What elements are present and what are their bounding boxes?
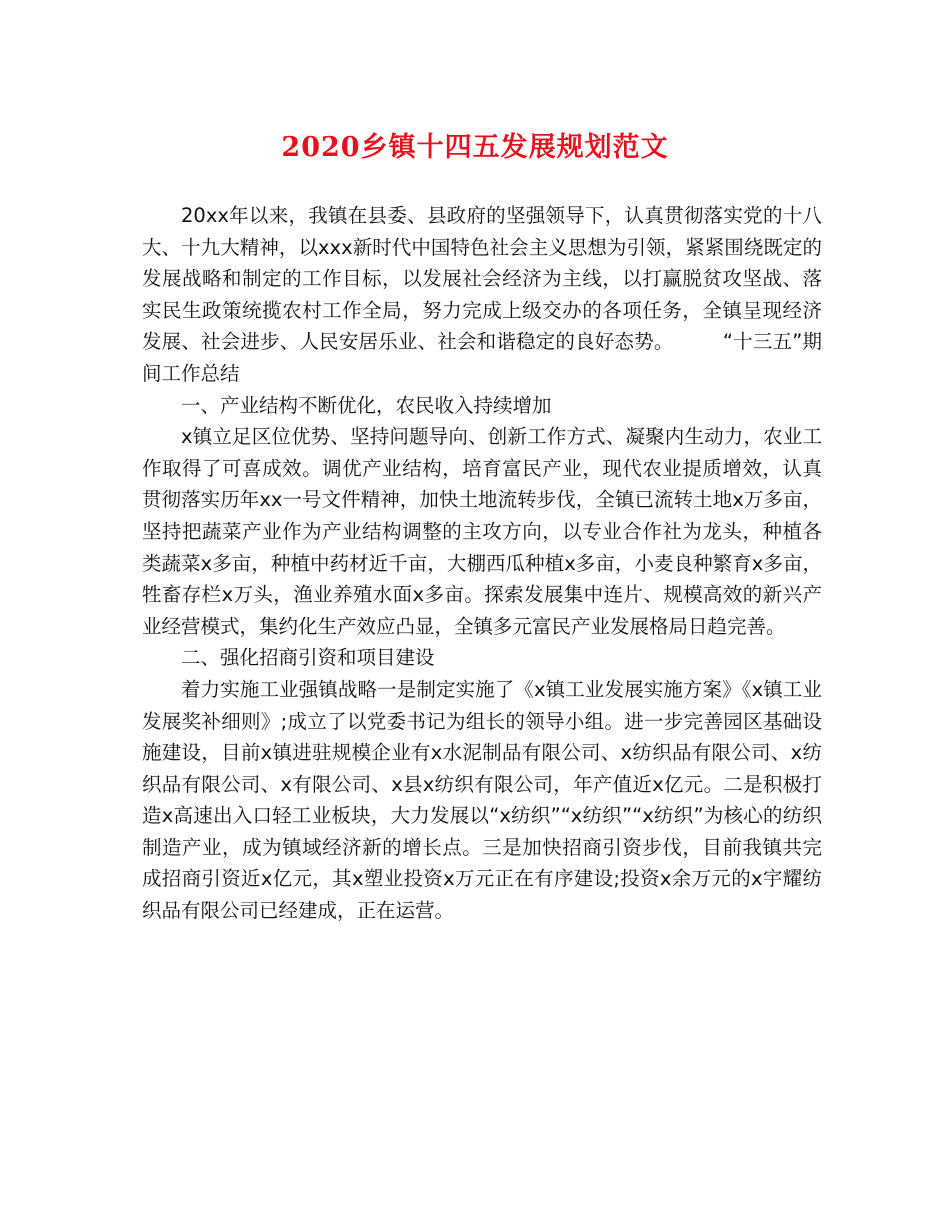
document-title: 2020乡镇十四五发展规划范文 (281, 132, 669, 163)
section-heading-1: 一、产业结构不断优化，农民收入持续增加 (181, 393, 552, 417)
paragraph-agriculture: x镇立足区位优势、坚持问题导向、创新工作方式、凝聚内生动力，农业工作取得了可喜成效。调优产业结构，培育富民产业，现代农业提质增效，认真贯彻落实历年xx一号文件精神，加快土地流转步伐，全镇已流转土地x万多亩，坚持把蔬菜产业作为产业结构调整的主攻方向，以专业合作社为龙头，种植各类蔬菜x多亩，种植中药材近千亩，大棚西瓜种植x多亩，小麦良种繁育x多亩，牲畜存栏x万头，渔业养殖水面x多亩。探索发展集中连片、规模高效的新兴产业经营模式，集约化生产效应凸显，全镇多元富民产业发展格局日趋完善。 (142, 425, 822, 638)
paragraph-investment: 着力实施工业强镇战略一是制定实施了《x镇工业发展实施方案》《x镇工业发展奖补细则》;成立了以党委书记为组长的领导小组。进一步完善园区基础设施建设，目前x镇进驻规模企业有x水泥制品有限公司、x纺织品有限公司、x纺织品有限公司、x有限公司、x县x纺织有限公司，年产值近x亿元。二是积极打造x高速出入口轻工业板块，大力发展以“x纺织”“x纺织”“x纺织”为核心的纺织制造产业，成为镇域经济新的增长点。三是加快招商引资步伐，目前我镇共完成招商引资近x亿元，其x塑业投资x万元正在有序建设;投资x余万元的x宇耀纺织品有限公司已经建成，正在运营。 (142, 677, 822, 923)
section-heading-2: 二、强化招商引资和项目建设 (181, 646, 435, 670)
paragraph-intro: 20xx年以来，我镇在县委、县政府的坚强领导下，认真贯彻落实党的十八大、十九大精神，以xxx新时代中国特色社会主义思想为引领，紧紧围绕既定的发展战略和制定的工作目标，以发展社会经济为主线，以打赢脱贫攻坚战、落实民生政策统揽农村工作全局，努力完成上级交办的各项任务，全镇呈现经济发展、社会进步、人民安居乐业、社会和谐稳定的良好态势。 “十三五”期间工作总结 (142, 204, 822, 385)
document-body (142, 200, 822, 927)
